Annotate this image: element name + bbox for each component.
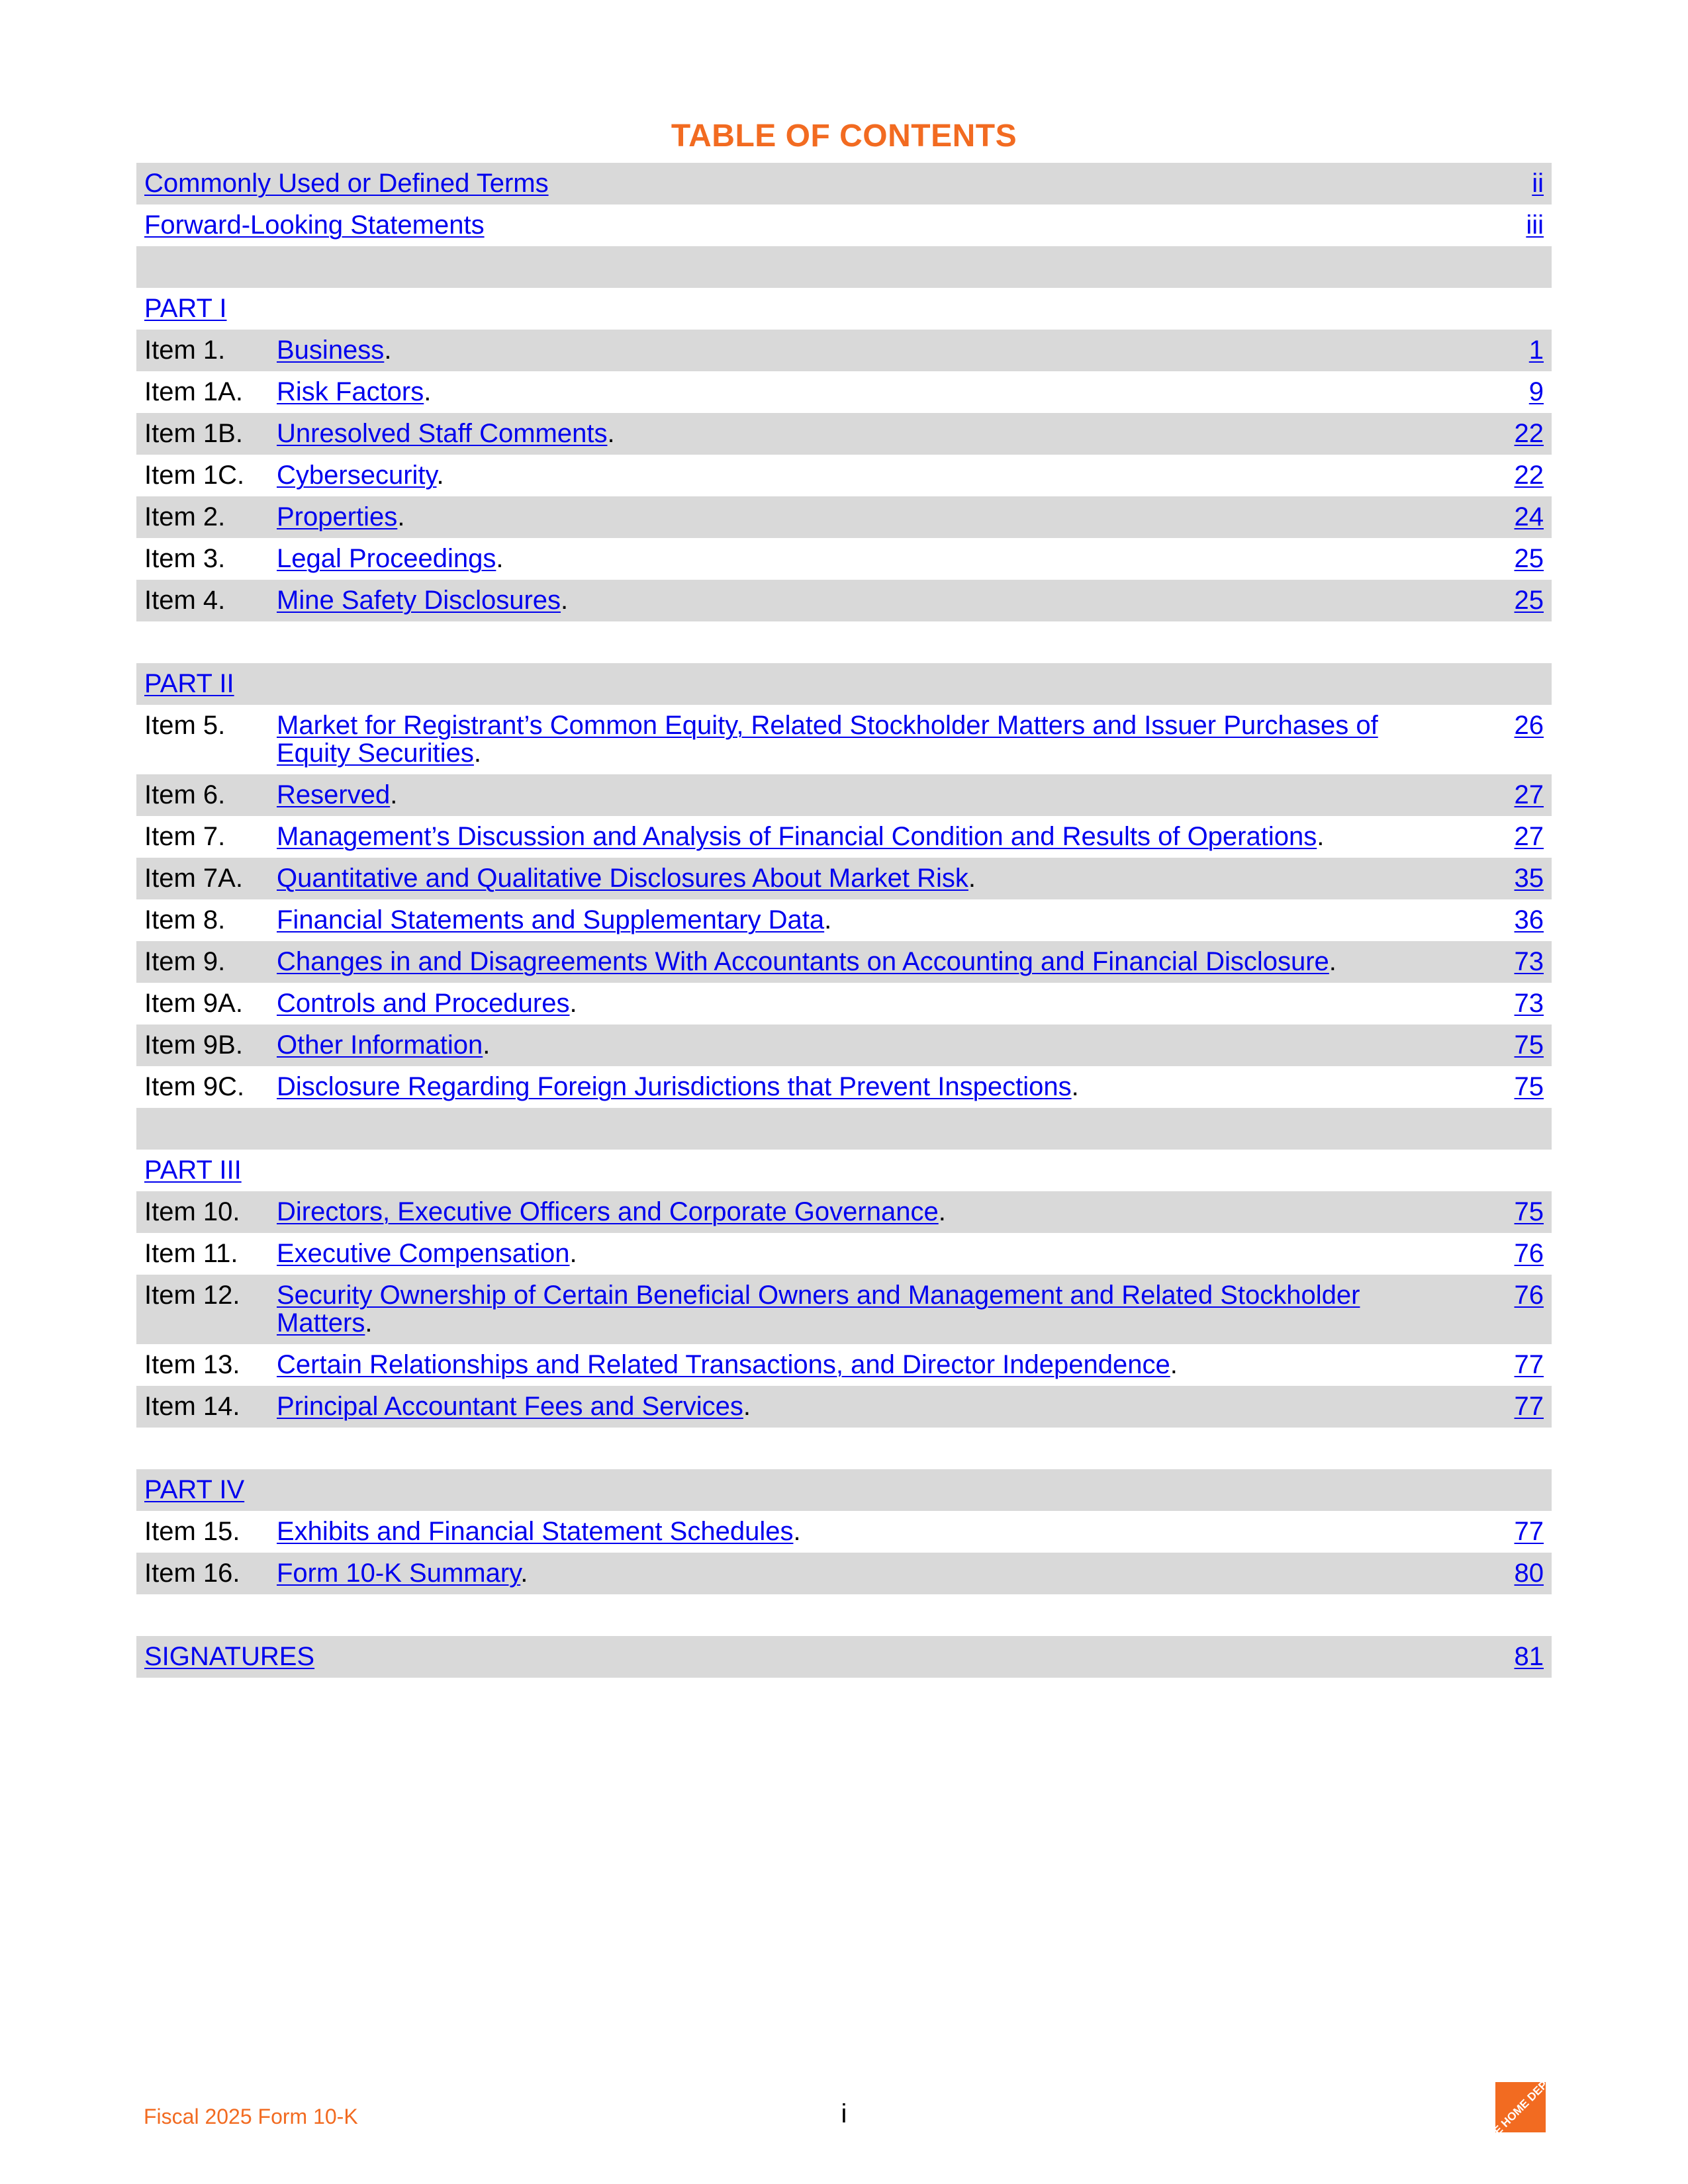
toc-item-number: Item 2.: [144, 502, 226, 531]
toc-page-link[interactable]: 35: [1514, 864, 1544, 893]
toc-item-description: Changes in and Disagreements With Accountants on Accounting and Financial Disclosure.: [277, 947, 1336, 976]
toc-item-number: Item 11.: [144, 1239, 238, 1268]
toc-item-link[interactable]: Unresolved Staff Comments: [277, 419, 608, 448]
toc-item-description: Management’s Discussion and Analysis of Financial Condition and Results of Operations.: [277, 822, 1325, 851]
toc-page-link[interactable]: 75: [1514, 1030, 1544, 1060]
toc-row: [136, 1191, 1552, 1233]
toc-item-link[interactable]: Management’s Discussion and Analysis of Financial Condition and Results of Operations: [277, 822, 1317, 851]
toc-row: [136, 858, 1552, 899]
toc-item-description: Market for Registrant’s Common Equity, Related Stockholder Matters and Issuer Purchases of Equity Securities.: [277, 711, 1378, 768]
toc-row: [136, 663, 1552, 705]
toc-spacer-row: [136, 246, 1552, 288]
toc-item-description: Properties.: [277, 502, 405, 531]
toc-item-number: Item 3.: [144, 544, 226, 573]
footer-form-label: Fiscal 2025 Form 10-K: [144, 2105, 358, 2128]
toc-page-link[interactable]: 36: [1514, 905, 1544, 934]
toc-item-link[interactable]: Executive Compensation: [277, 1239, 570, 1268]
toc-item-link[interactable]: Controls and Procedures: [277, 989, 570, 1018]
toc-section-link[interactable]: PART IV: [144, 1475, 245, 1504]
toc-item-link[interactable]: Risk Factors: [277, 377, 424, 406]
toc-row: [136, 1233, 1552, 1275]
toc-item-number: Item 15.: [144, 1517, 240, 1546]
toc-page-link[interactable]: 27: [1514, 780, 1544, 809]
toc-page-link[interactable]: 76: [1514, 1281, 1544, 1310]
toc-row: [136, 1024, 1552, 1066]
toc-row: [136, 1275, 1552, 1344]
toc-page-link[interactable]: 80: [1514, 1559, 1544, 1588]
toc-page-link[interactable]: 22: [1514, 461, 1544, 490]
toc-item-number: Item 10.: [144, 1197, 240, 1226]
toc-page-link[interactable]: 1: [1528, 336, 1544, 365]
toc-row: [136, 288, 1552, 330]
toc-item-description: Certain Relationships and Related Transactions, and Director Independence.: [277, 1350, 1178, 1379]
toc-item-number: Item 16.: [144, 1559, 240, 1588]
toc-row: [136, 705, 1552, 774]
toc-item-link[interactable]: Other Information: [277, 1030, 483, 1060]
toc-item-description: Legal Proceedings.: [277, 544, 504, 573]
toc-item-link[interactable]: Disclosure Regarding Foreign Jurisdictions that Prevent Inspections: [277, 1072, 1072, 1101]
toc-item-number: Item 1B.: [144, 419, 243, 448]
toc-item-link[interactable]: Properties: [277, 502, 398, 531]
toc-item-link[interactable]: Mine Safety Disclosures: [277, 586, 561, 615]
toc-item-link[interactable]: Changes in and Disagreements With Accountants on Accounting and Financial Disclosure: [277, 947, 1329, 976]
toc-item-link[interactable]: Financial Statements and Supplementary Data: [277, 905, 825, 934]
toc-row: [136, 899, 1552, 941]
toc-item-description: Executive Compensation.: [277, 1239, 577, 1268]
toc-item-number: Item 1.: [144, 336, 226, 365]
toc-item-link[interactable]: Market for Registrant’s Common Equity, Related Stockholder Matters and Issuer Purchases of Equity Securities: [277, 711, 1378, 768]
toc-page-link[interactable]: iii: [1526, 210, 1544, 240]
toc-section-link[interactable]: PART II: [144, 669, 234, 698]
footer-page-number: i: [841, 2099, 847, 2128]
toc-item-link[interactable]: Exhibits and Financial Statement Schedules: [277, 1517, 794, 1546]
toc-item-number: Item 1A.: [144, 377, 243, 406]
toc-row: [136, 774, 1552, 816]
toc-row: [136, 496, 1552, 538]
toc-row: [136, 163, 1552, 205]
toc-page-link[interactable]: 76: [1514, 1239, 1544, 1268]
toc-section-link[interactable]: PART III: [144, 1156, 242, 1185]
toc-row: [136, 1386, 1552, 1428]
toc-item-description: Cybersecurity.: [277, 461, 444, 490]
toc-item-number: Item 7A.: [144, 864, 243, 893]
toc-item-number: Item 9A.: [144, 989, 243, 1018]
toc-item-number: Item 4.: [144, 586, 226, 615]
toc-item-link[interactable]: Business: [277, 336, 385, 365]
toc-item-number: Item 5.: [144, 711, 226, 740]
toc-item-description: Exhibits and Financial Statement Schedules.: [277, 1517, 801, 1546]
toc-item-number: Item 12.: [144, 1281, 240, 1310]
toc-item-description: Principal Accountant Fees and Services.: [277, 1392, 751, 1421]
toc-row: [136, 538, 1552, 580]
toc-page-link[interactable]: 27: [1514, 822, 1544, 851]
toc-page-link[interactable]: ii: [1532, 169, 1544, 198]
toc-item-description: Disclosure Regarding Foreign Jurisdictions that Prevent Inspections.: [277, 1072, 1079, 1101]
toc-item-description: Reserved.: [277, 780, 398, 809]
toc-section-link[interactable]: PART I: [144, 294, 227, 323]
toc-spacer-row: [136, 1108, 1552, 1150]
toc-page-link[interactable]: 25: [1514, 586, 1544, 615]
toc-row: [136, 1150, 1552, 1191]
toc-item-link[interactable]: Reserved: [277, 780, 391, 809]
toc-item-description: Financial Statements and Supplementary Data.: [277, 905, 832, 934]
toc-spacer-row: [136, 1428, 1552, 1469]
toc-item-description: Quantitative and Qualitative Disclosures About Market Risk.: [277, 864, 976, 893]
toc-row: [136, 455, 1552, 496]
toc-row: [136, 816, 1552, 858]
home-depot-logo-icon: [1480, 2067, 1561, 2148]
toc-row: [136, 983, 1552, 1024]
toc-row: [136, 1469, 1552, 1511]
toc-item-link[interactable]: Directors, Executive Officers and Corporate Governance: [277, 1197, 939, 1226]
toc-page-link[interactable]: 73: [1514, 989, 1544, 1018]
toc-item-link[interactable]: Cybersecurity: [277, 461, 437, 490]
toc-item-description: Risk Factors.: [277, 377, 432, 406]
toc-item-description: Form 10-K Summary.: [277, 1559, 528, 1588]
toc-page-link[interactable]: 81: [1514, 1642, 1544, 1671]
toc-page-link[interactable]: 25: [1514, 544, 1544, 573]
toc-item-link[interactable]: Quantitative and Qualitative Disclosures About Market Risk: [277, 864, 968, 893]
toc-item-number: Item 14.: [144, 1392, 240, 1421]
toc-item-description: Security Ownership of Certain Beneficial Owners and Management and Related Stockholder Matters.: [277, 1281, 1360, 1338]
toc-item-link[interactable]: Certain Relationships and Related Transactions, and Director Independence: [277, 1350, 1170, 1379]
toc-spacer-row: [136, 621, 1552, 663]
toc-page-link[interactable]: 75: [1514, 1072, 1544, 1101]
table-of-contents: [136, 163, 1552, 1678]
toc-row: [136, 580, 1552, 621]
toc-item-link[interactable]: Security Ownership of Certain Beneficial Owners and Management and Related Stockholder Matters: [277, 1281, 1360, 1338]
toc-page-link[interactable]: 75: [1514, 1197, 1544, 1226]
toc-item-link[interactable]: Form 10-K Summary: [277, 1559, 521, 1588]
toc-section-link[interactable]: SIGNATURES: [144, 1642, 315, 1671]
toc-item-link[interactable]: Legal Proceedings: [277, 544, 496, 573]
toc-row: [136, 330, 1552, 371]
toc-row: [136, 1636, 1552, 1678]
toc-item-number: Item 9.: [144, 947, 226, 976]
toc-section-link[interactable]: Forward-Looking Statements: [144, 210, 485, 240]
toc-page-link[interactable]: 73: [1514, 947, 1544, 976]
toc-item-number: Item 9B.: [144, 1030, 243, 1060]
toc-row: [136, 205, 1552, 246]
toc-item-description: Controls and Procedures.: [277, 989, 577, 1018]
toc-item-number: Item 8.: [144, 905, 226, 934]
toc-item-number: Item 1C.: [144, 461, 245, 490]
toc-item-link[interactable]: Principal Accountant Fees and Services: [277, 1392, 743, 1421]
toc-section-link[interactable]: Commonly Used or Defined Terms: [144, 169, 549, 198]
toc-page-link[interactable]: 22: [1514, 419, 1544, 448]
toc-row: [136, 1511, 1552, 1553]
logo-text: THE HOME DEPOT: [1480, 2067, 1561, 2148]
toc-item-description: Other Information.: [277, 1030, 491, 1060]
toc-page-link[interactable]: 77: [1514, 1350, 1544, 1379]
toc-page-link[interactable]: 26: [1514, 711, 1544, 740]
toc-item-description: Mine Safety Disclosures.: [277, 586, 569, 615]
toc-item-description: Business.: [277, 336, 392, 365]
toc-page-link[interactable]: 77: [1514, 1392, 1544, 1421]
toc-item-number: Item 6.: [144, 780, 226, 809]
toc-row: [136, 1344, 1552, 1386]
toc-item-number: Item 13.: [144, 1350, 240, 1379]
toc-item-number: Item 7.: [144, 822, 226, 851]
toc-row: [136, 413, 1552, 455]
toc-row: [136, 1553, 1552, 1594]
toc-page-link[interactable]: 24: [1514, 502, 1544, 531]
toc-item-number: Item 9C.: [144, 1072, 245, 1101]
toc-page-link[interactable]: 77: [1514, 1517, 1544, 1546]
toc-row: [136, 371, 1552, 413]
toc-item-description: Directors, Executive Officers and Corporate Governance.: [277, 1197, 946, 1226]
toc-page-link[interactable]: 9: [1528, 377, 1544, 406]
toc-spacer-row: [136, 1594, 1552, 1636]
toc-row: [136, 1066, 1552, 1108]
toc-row: [136, 941, 1552, 983]
page-title: TABLE OF CONTENTS: [671, 118, 1017, 154]
toc-item-description: Unresolved Staff Comments.: [277, 419, 615, 448]
